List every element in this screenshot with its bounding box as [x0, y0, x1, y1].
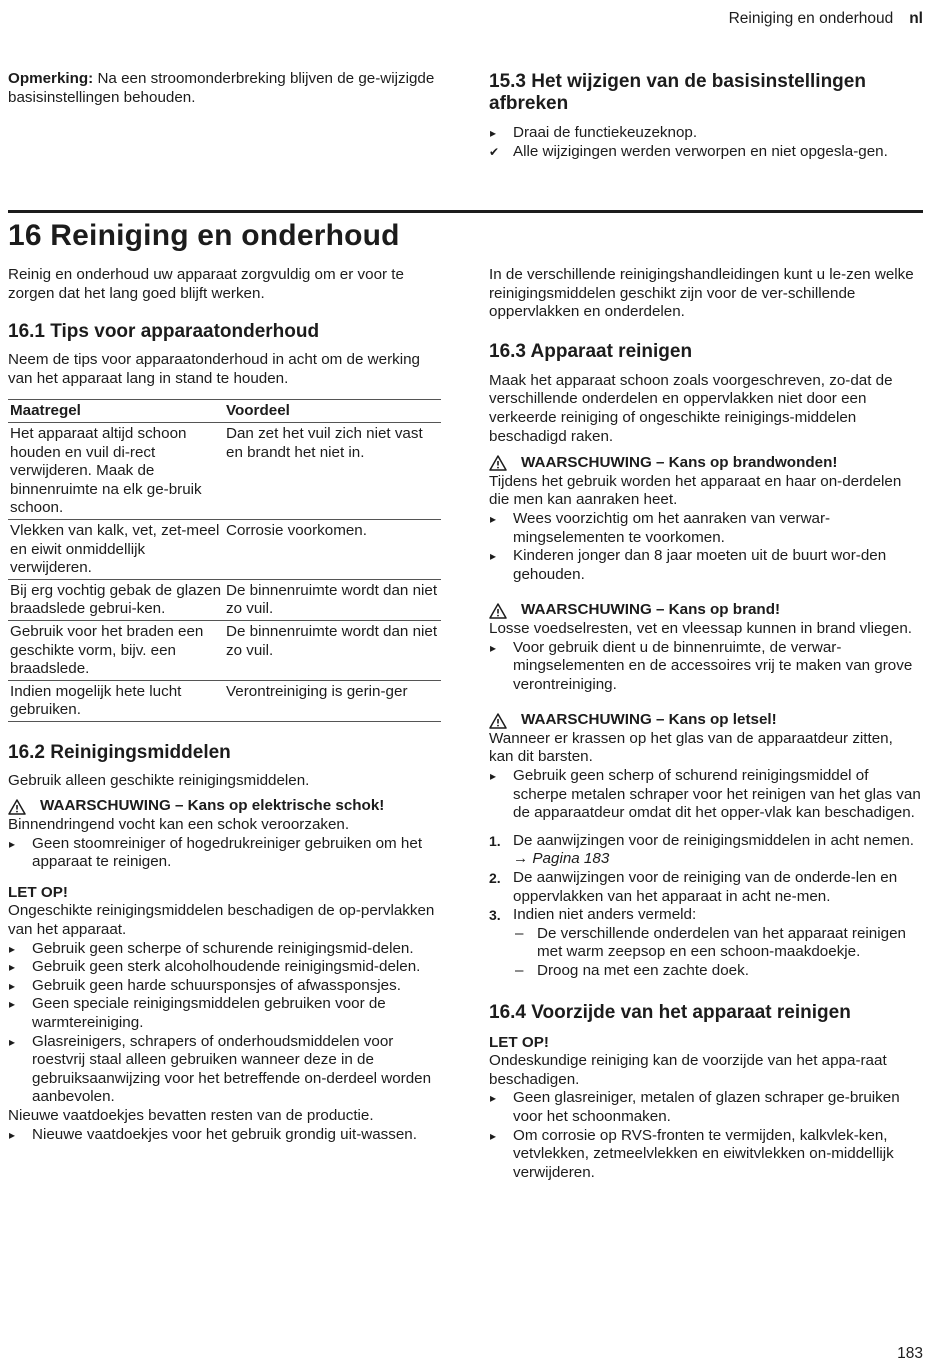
list-item: ▸ Voor gebruik dient u de binnenruimte, de verwar-mingselementen en de accessoires vrij te maken van grove verontreiniging. [489, 639, 921, 695]
warning-triangle-icon [489, 455, 507, 471]
step-item [489, 869, 921, 906]
step-item [489, 832, 921, 869]
list-item: ▸ Gebruik geen scherpe of schurende reinigingsmid-delen. [8, 940, 440, 959]
section-16-4-title: 16.4 Voorzijde van het apparaat reinigen [489, 1001, 851, 1023]
list-item: ▸ Nieuwe vaatdoekjes voor het gebruik grondig uit-wassen. [8, 1126, 440, 1145]
warning-title: WAARSCHUWING – Kans op brandwonden! [521, 454, 838, 472]
step-number: 3. [489, 907, 501, 924]
step-text: Indien niet anders vermeld: [513, 906, 697, 924]
table-cell: Het apparaat altijd schoon houden en vuil di-rect verwijderen. Maak de binnenruimte na elk ge-bruik schoon. [8, 422, 224, 519]
warning-heading [8, 797, 440, 816]
page-reference-link[interactable]: Pagina 183 [532, 850, 610, 868]
table-cell: Vlekken van kalk, vet, zet-meel en eiwit onmiddellijk verwijderen. [8, 519, 224, 579]
table-cell: Bij erg vochtig gebak de glazen braadslede gebrui-ken. [8, 579, 224, 620]
section-16-1-title: 16.1 Tips voor apparaatonderhoud [8, 321, 320, 343]
running-header [729, 10, 923, 29]
list-item: ▸ Gebruik geen sterk alcoholhoudende reinigingsmid-delen. [8, 958, 440, 977]
table-cell: Dan zet het vuil zich niet vast en brandt het niet in. [224, 422, 441, 519]
step-text: De aanwijzingen voor de reiniging van de onderde-len en oppervlakken van het apparaat in acht ne-men. [513, 869, 898, 905]
section-16-1-intro: Neem de tips voor apparaatonderhoud in acht om de werking van het apparaat lang in stand te houden. [8, 351, 420, 387]
caution-text: Ondeskundige reiniging kan de voorzijde van het appa-raat beschadigen. [489, 1052, 887, 1088]
list-item: ▸ Geen stoomreiniger of hogedrukreiniger gebruiken om het apparaat te reinigen. [8, 835, 440, 872]
table-header: Maatregel [8, 400, 224, 423]
table-cell: Indien mogelijk hete lucht gebruiken. [8, 680, 224, 721]
section-16-2-title: 16.2 Reinigingsmiddelen [8, 741, 231, 763]
right-intro: In de verschillende reinigingshandleidingen kunt u le-zen welke reinigingsmiddelen geschikt zijn voor de ver-schillende oppervlakken en onderdelen. [489, 266, 914, 321]
step-number: 2. [489, 870, 501, 887]
warning-title: WAARSCHUWING – Kans op elektrische schok! [40, 797, 385, 815]
left-column [8, 266, 440, 1144]
right-column [489, 266, 921, 1182]
arrow-right-icon: → [513, 850, 529, 868]
table-row [8, 422, 441, 519]
warning-title: WAARSCHUWING – Kans op letsel! [521, 711, 777, 729]
list-item: ▸ Glasreinigers, schrapers of onderhoudsmiddelen voor roestvrij staal alleen gebruiken wanneer deze in de gebruiksaanwijzing voor het betreffende on-derdeel worden aanbevolen. [8, 1033, 440, 1107]
warning-heading [489, 454, 921, 473]
sub-item: – De verschillende onderdelen van het apparaat reinigen met warm zeepsop en een schoon-maakdoekje. [513, 925, 921, 962]
list-item: ▸ Kinderen jonger dan 8 jaar moeten uit de buurt wor-den gehouden. [489, 547, 921, 584]
section-16-3-intro: Maak het apparaat schoon zoals voorgeschreven, zo-dat de verschillende onderdelen en oppervlakken niet door een verkeerde reiniging of ongeschikte reinigings-middelen beschadigd raken. [489, 371, 893, 445]
tips-table [8, 399, 441, 722]
list-item: ▸ Geen speciale reinigingsmiddelen gebruiken voor de warmtereiniging. [8, 995, 440, 1032]
chapter-rule [8, 210, 923, 213]
note-text: Na een stroomonderbreking blijven de ge-wijzigde basisinstellingen behouden. [8, 70, 435, 106]
section-15-3 [489, 71, 921, 161]
page-number: 183 [897, 1345, 923, 1363]
header-section: Reiniging en onderhoud [728, 10, 894, 27]
table-cell: De binnenruimte wordt dan niet zo vuil. [224, 620, 441, 680]
table-row [8, 680, 441, 721]
caution-title: LET OP! [489, 1033, 549, 1051]
list-item: ▸ Gebruik geen scherp of schurend reinigingsmiddel of scherpe metalen schraper voor het reinigen van het glas van de apparaatdeur omdat dit het opper-vlak kan beschadigen. [489, 767, 921, 823]
step-number: 1. [489, 832, 501, 849]
list-item: ▸ Om corrosie op RVS-fronten te vermijden, kalkvlek-ken, vetvlekken, zetmeelvlekken en eiwitvlekken on-middellijk verwijderen. [489, 1127, 921, 1183]
warning-text: Wanneer er krassen op het glas van de apparaatdeur zitten, kan dit barsten. [489, 729, 893, 766]
caution-title: LET OP! [8, 883, 68, 901]
list-item: ▸ Geen glasreiniger, metalen of glazen schraper ge-bruiken voor het schoonmaken. [489, 1089, 921, 1126]
table-row [8, 519, 441, 579]
warning-text: Losse voedselresten, vet en vleessap kunnen in brand vliegen. [489, 619, 912, 637]
note-block [8, 70, 440, 107]
chapter-intro: Reinig en onderhoud uw apparaat zorgvuldig om er voor te zorgen dat het lang goed blijft werken. [8, 266, 404, 302]
caution-text: Ongeschikte reinigingsmiddelen beschadigen de op-pervlakken van het apparaat. [8, 902, 435, 939]
warning-heading [489, 711, 921, 730]
chapter-title: 16 Reiniging en onderhoud [8, 219, 400, 252]
warning-triangle-icon [8, 799, 26, 815]
step-text: De aanwijzingen voor de reinigingsmiddelen in acht nemen. [513, 831, 915, 849]
warning-text: Binnendringend vocht kan een schok veroorzaken. [8, 816, 350, 834]
header-language: nl [909, 10, 923, 27]
table-header: Voordeel [224, 400, 441, 423]
table-row [8, 620, 441, 680]
outro-text: Nieuwe vaatdoekjes bevatten resten van de productie. [8, 1106, 374, 1124]
list-item: ▸ Wees voorzichtig om het aanraken van verwar-mingselementen te voorkomen. [489, 510, 921, 547]
table-cell: Corrosie voorkomen. [224, 519, 441, 579]
warning-triangle-icon [489, 603, 507, 619]
note-label: Opmerking: [8, 70, 94, 87]
list-item: ▸ Gebruik geen harde schuursponsjes of afwassponsjes. [8, 977, 440, 996]
section-15-3-title: 15.3 Het wijzigen van de basisinstellingen afbreken [489, 71, 866, 114]
section-16-2-intro: Gebruik alleen geschikte reinigingsmiddelen. [8, 771, 310, 789]
warning-text: Tijdens het gebruik worden het apparaat en haar on-derdelen die men kan aanraken heet. [489, 472, 902, 509]
section-16-3-title: 16.3 Apparaat reinigen [489, 340, 693, 362]
steps-list [489, 832, 921, 981]
result-item: ✔ Alle wijzigingen werden verworpen en niet opgesla-gen. [489, 143, 921, 162]
step-item [489, 906, 921, 980]
sub-item: – Droog na met een zachte doek. [513, 962, 921, 981]
list-item: ▸ Draai de functiekeuzeknop. [489, 124, 921, 143]
warning-triangle-icon [489, 713, 507, 729]
table-cell: Verontreiniging is gerin-ger [224, 680, 441, 721]
table-cell: Gebruik voor het braden een geschikte vorm, bijv. een braadslede. [8, 620, 224, 680]
table-cell: De binnenruimte wordt dan niet zo vuil. [224, 579, 441, 620]
warning-title: WAARSCHUWING – Kans op brand! [521, 601, 781, 619]
warning-heading [489, 601, 921, 620]
table-row [8, 579, 441, 620]
